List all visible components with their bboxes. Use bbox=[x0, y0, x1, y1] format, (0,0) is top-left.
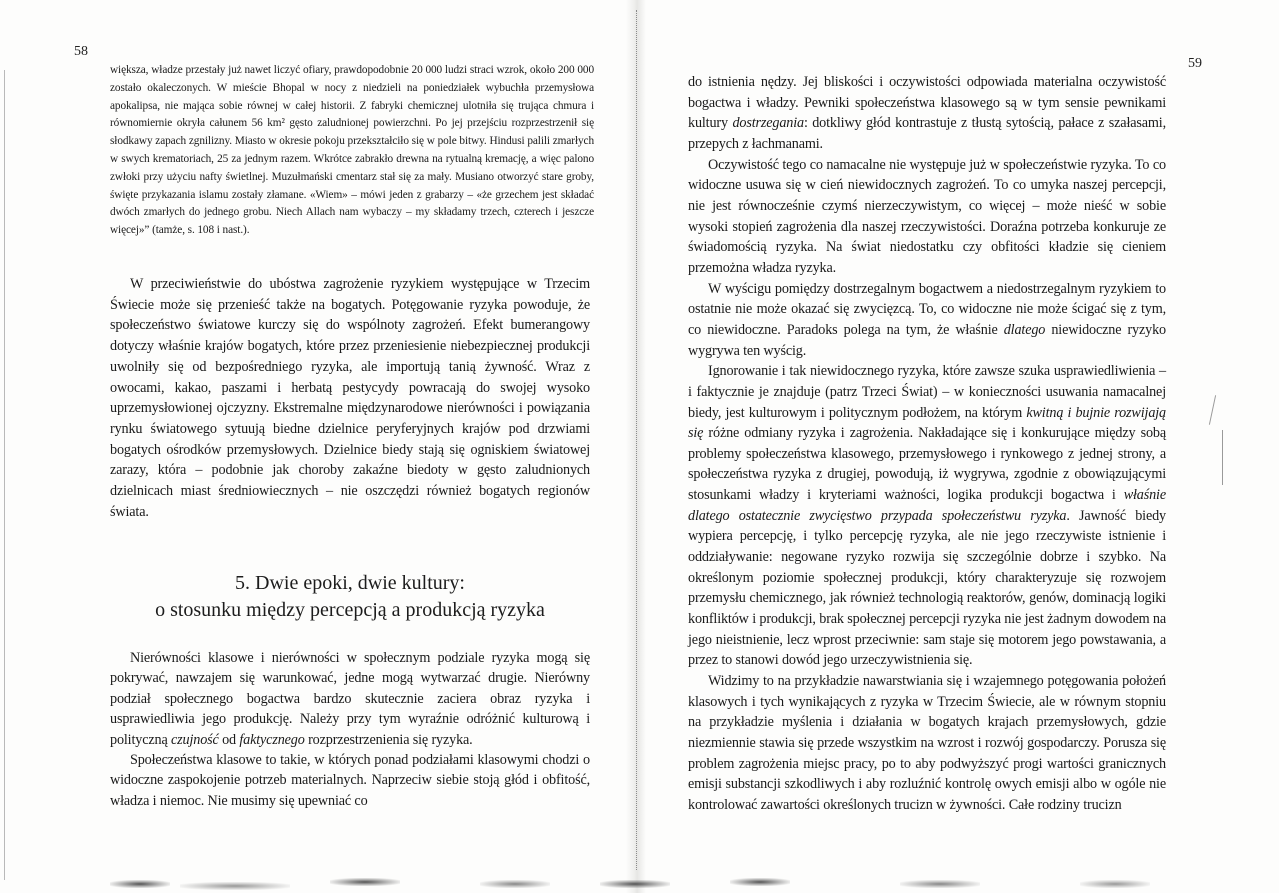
body-text-right bbox=[688, 72, 1166, 816]
text-run: różne odmiany ryzyka i zagrożenia. Nakładające się i konkurujące między sobą problemy społeczeństwa klasowego, przemysłowego i rynkowego z jednej strony, a społeczeństwa ryzyka z drugiej, powodują, iż wygrywa, zgodnie z obowiązującymi stosunkami władzy i kryteriami ważności, logika produkcji bogactwa i bbox=[688, 425, 1166, 504]
section-title: 5. Dwie epoki, dwie kultury: bbox=[235, 572, 465, 594]
text-run: Ignorowanie i tak niewidocznego ryzyka, które zawsze szuka usprawiedliwienia – i faktycznie je znajduje (patrz Trzeci Świat) – w konieczności usuwania namacalnej biedy, jest kulturowym i politycznym podłożem, na którym bbox=[688, 363, 1166, 421]
paragraph bbox=[688, 279, 1166, 362]
gutter-crease bbox=[636, 10, 638, 870]
italic-run: faktycznego bbox=[239, 731, 305, 748]
text-run: Społeczeństwa klasowe to takie, w których ponad podziałami klasowymi chodzi o widoczne zaspokojenie potrzeb materialnych. Naprzeciw siebie stoją głód i obfitość, władza i niemoc. Nie musimy się upewniać co bbox=[110, 752, 590, 809]
page-number-left: 58 bbox=[74, 44, 88, 59]
paragraph bbox=[688, 361, 1166, 671]
scan-artifact bbox=[180, 882, 290, 890]
pencil-mark bbox=[1222, 430, 1223, 485]
paragraph: W przeciwieństwie do ubóstwa zagrożenie ryzykiem występujące w Trzecim Świecie może się przenieść także na bogatych. Potęgowanie ryzyka powoduje, że społeczeństwo światowe kurczy się do wspólnoty zagrożeń. Efekt bumerangowy dotyczy właśnie krajów bogatych, które przez przeniesienie niebezpiecznej produkcji uwolniły się od bezpośredniego ryzyka, ale importują tanią żywność. Wraz z owocami, kakao, paszami i herbatą pestycydy powracają do swojej wysoko uprzemysłowionej ojczyzny. Ekstremalne międzynarodowe nierówności i powiązania rynku światowego sytuują biedne dzielnice peryferyjnych krajów pod drzwiami bogatych ośrodków przemysłowych. Dzielnice biedy stają się ogniskiem światowej zarazy, która – podobnie jak choroby zakaźne biedoty w gęsto zaludnionych dzielnicach miast średniowiecznych – nie oszczędzi również bogatych regionów świata. bbox=[110, 276, 590, 520]
scan-artifact bbox=[480, 880, 550, 888]
page-number-right: 59 bbox=[1188, 56, 1202, 71]
scan-artifact bbox=[730, 878, 790, 886]
paragraph bbox=[110, 648, 590, 750]
scan-artifact bbox=[600, 880, 670, 888]
text-run: niewidoczne ryzyko wygrywa ten wyścig. bbox=[688, 321, 1166, 359]
scan-artifact bbox=[900, 880, 980, 888]
section-heading bbox=[110, 570, 590, 624]
paragraph: Oczywistość tego co namacalne nie występuje już w społeczeństwie ryzyka. To co widoczne usuwa się w cień niewidocznych zagrożeń. To co umyka naszej percepcji, nie jest równocześnie czymś nierzeczywistym, co więcej – może nieść w sobie wysoki stopień zagrożenia dla naszej rzeczywistości. Doraźna potrzeba konkuruje ze świadomością ryzyka. Na świat niedostatku czy obfitości kładzie się cieniem przemożna władza ryzyka. bbox=[688, 156, 1166, 276]
text-run: od bbox=[218, 731, 240, 748]
text-run: do istnienia nędzy. Jej bliskości i oczywistości odpowiada materialna oczywistość bogactwa i władzy. Pewniki społeczeństwa klasowego są w tym sensie pewnikami kultury bbox=[688, 74, 1166, 132]
paragraph bbox=[110, 750, 590, 811]
paragraph: Widzimy to na przykładzie nawarstwiania się i wzajemnego potęgowania położeń klasowych i tych wynikających z ryzyka w Trzecim Świecie, ale w równym stopniu na przykładzie myślenia i działania w bogatych krajach przemysłowych, gdzie niezmiennie stawia się przede wszystkim na wzrost i rozwój gospodarczy. Porusza się problem zagrożenia miejsc pracy, po to aby podwyższyć progi wartości granicznych emisji substancji szkodliwych i aby rozluźnić kontrolę owych emisji albo w ogóle nie kontrolować zawartości określonych trucizn w żywności. Całe rodziny trucizn bbox=[688, 673, 1166, 813]
section-body-text bbox=[110, 648, 590, 811]
scan-artifact bbox=[110, 880, 170, 888]
text-run: Nierówności klasowe i nierówności w społecznym podziale ryzyka mogą się pokrywać, nawzajem się warunkować, jedne mogą wytwarzać drugie. Nierówny podział społecznego bogactwa bardzo skutecznie zaciera obraz ryzyka i usprawiedliwia jego produkcję. Należy przy tym wyraźnie odróżnić kulturową i polityczną bbox=[110, 650, 590, 748]
block-quote bbox=[110, 62, 594, 240]
text-run: W wyścigu pomiędzy dostrzegalnym bogactwem a niedostrzegalnym ryzykiem to ostatnie nie może okazać się zwycięzcą. To, co widoczne nie może ścigać się z tym, co niewidoczne. Paradoks polega na tym, że właśnie bbox=[688, 280, 1166, 338]
quote-paragraph: większa, władze przestały już nawet liczyć ofiary, prawdopodobnie 20 000 ludzi straci wzrok, około 200 000 zostało okaleczonych. W mieście Bhopal w nocy z niedzieli na poniedziałek wybuchła przemysłowa apokalipsa, nie mająca sobie równej w całej historii. Z fabryki chemicznej ulotniła się trująca chmura i równomiernie okryła całunem 56 km² gęsto zaludnionej powierzchni. Po jej przejściu rozprzestrzenił się słodkawy zapach zgnilizny. Miasto w okresie pokoju przekształciło się w pole bitwy. Hindusi palili zmarłych w swych krematoriach, 25 za jednym razem. Wkrótce zabrakło drewna na rytualną kremację, a więc palono zwłoki przy użyciu nafty świetlnej. Muzułmański cmentarz stał się za mały. Musiano otworzyć stare groby, święte przykazania islamu zostały złamane. «Wiem» – mówi jeden z grabarzy – «że grzechem jest składać dwóch zmarłych do jednego grobu. Niech Allach nam wybaczy – my składamy trzech, czterech i jeszcze więcej»” (tamże, s. 108 i nast.). bbox=[110, 64, 594, 237]
body-text-left bbox=[110, 274, 590, 522]
italic-run: kwitną i bujnie rozwijają się bbox=[688, 404, 1166, 442]
text-run: . Jawność biedy wypiera percepcję, i tylko percepcję ryzyka, ale nie jego rzeczywiste istnienie i oddziaływanie: negowane ryzyko rozwija się szczególnie dobrze i szybko. Na określonym poziomie społecznej produkcji, który charakteryzuje się rozwojem przemysłu chemicznego, jak również technologią reaktorów, genów, dominacją logiki konfliktów i produkcji, brak społecznej percepcji ryzyka nie jest żadnym dowodem na jego nieistnienie, lecz wprost przeciwnie: sam staje się motorem jego powstawania, a przez to stanowi dowód jego urzeczywistnienia się. bbox=[688, 507, 1166, 669]
text-run: rozprzestrzenienia się ryzyka. bbox=[304, 731, 473, 748]
scan-artifact bbox=[330, 878, 400, 886]
paragraph bbox=[688, 72, 1166, 155]
italic-run: dostrzegania bbox=[732, 115, 804, 132]
text-run: : dotkliwy głód kontrastuje z tłustą sytością, pałace z szałasami, przepych z łachmanami. bbox=[688, 115, 1166, 152]
scan-artifact bbox=[1080, 880, 1150, 888]
left-page bbox=[0, 0, 626, 893]
italic-run: dlatego bbox=[1003, 321, 1046, 338]
italic-run: właśnie dlatego ostatecznie zwycięstwo przypada społeczeństwu ryzyka bbox=[688, 487, 1166, 524]
italic-run: czujność bbox=[171, 731, 219, 748]
section-subtitle: o stosunku między percepcją a produkcją ryzyka bbox=[155, 599, 545, 621]
